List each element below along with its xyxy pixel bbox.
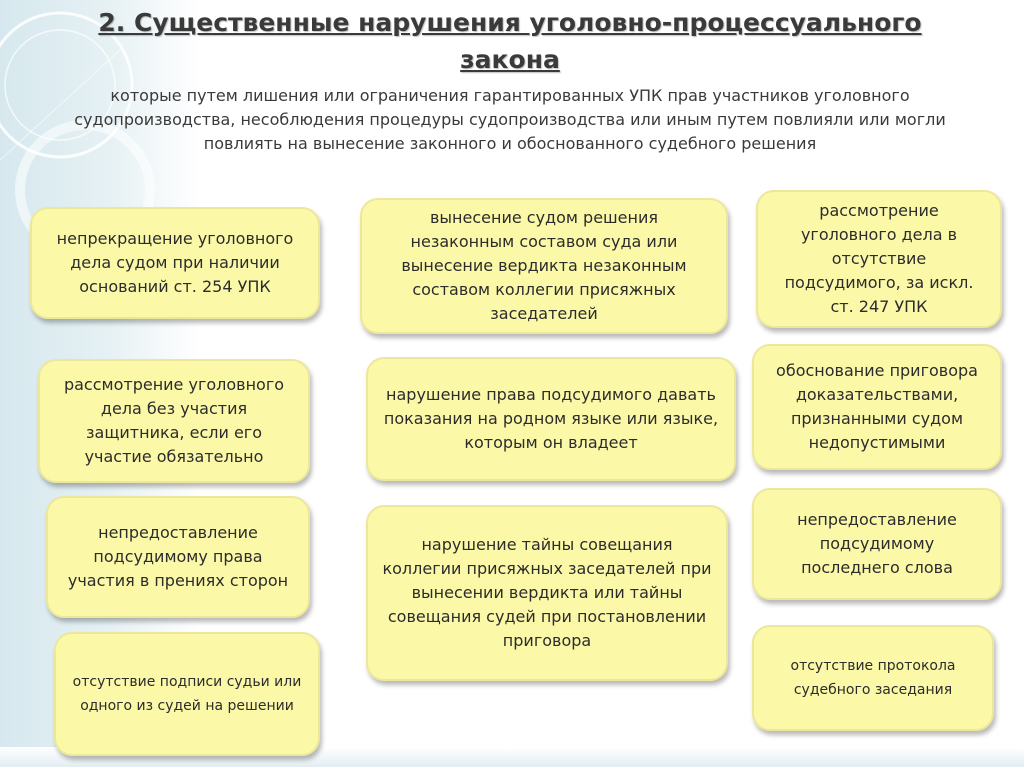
violation-box-6: обоснование приговора доказательствами, признанными судом недопустимыми — [752, 344, 1002, 470]
violation-box-3: рассмотрение уголовного дела в отсутствие подсудимого, за искл. ст. 247 УПК — [756, 190, 1002, 328]
violation-box-11: отсутствие протокола судебного заседания — [752, 625, 994, 731]
violation-box-5: нарушение права подсудимого давать показания на родном языке или языке, которым он владеет — [366, 357, 736, 481]
violation-box-9: непредоставление подсудимому последнего слова — [752, 488, 1002, 600]
slide-subtitle: которые путем лишения или ограничения гарантированных УПК прав участников уголовного судопроизводства, несоблюдения процедуры судопроизводства или иным путем повлияли или могли повлиять на вынесение законного и обоснованного судебного решения — [74, 86, 946, 153]
violation-box-2: вынесение судом решения незаконным составом суда или вынесение вердикта незаконным составом коллегии присяжных заседателей — [360, 198, 728, 334]
violation-box-10: отсутствие подписи судьи или одного из судей на решении — [54, 632, 320, 756]
slide-header — [60, 4, 960, 156]
slide-title: 2. Существенные нарушения уголовно-процессуального закона — [98, 8, 922, 74]
violation-box-4: рассмотрение уголовного дела без участия защитника, если его участие обязательно — [38, 359, 310, 483]
violation-box-7: непредоставление подсудимому права участия в прениях сторон — [46, 496, 310, 618]
violation-box-8: нарушение тайны совещания коллегии присяжных заседателей при вынесении вердикта или тайны совещания судей при постановлении приговора — [366, 505, 728, 681]
violation-box-1: непрекращение уголовного дела судом при наличии оснований ст. 254 УПК — [30, 207, 320, 319]
